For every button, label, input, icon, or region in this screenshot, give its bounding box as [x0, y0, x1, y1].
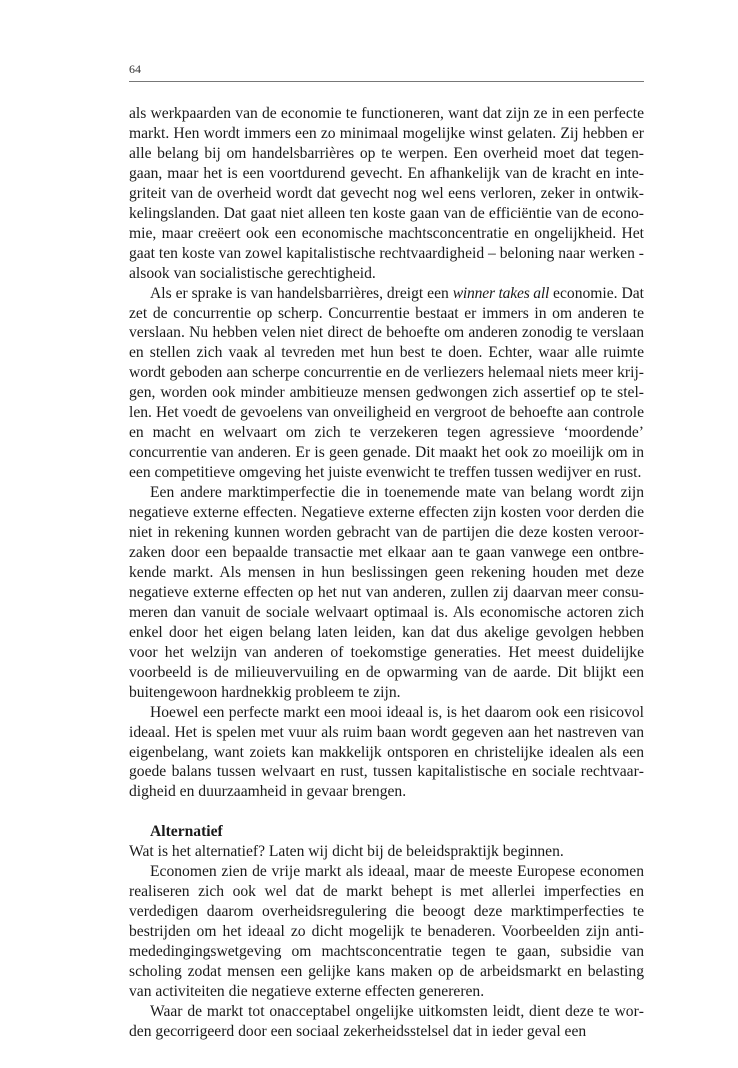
paragraph	[129, 1002, 644, 1042]
text-run: Als er sprake is van handelsbarrières, dreigt een	[150, 284, 453, 302]
paragraph	[129, 703, 644, 803]
header-rule	[129, 81, 644, 82]
paragraphs-before-heading	[129, 104, 644, 802]
text-run: Een andere marktimperfectie die in toenemende mate van belang wordt zijn negatieve externe effecten. Negatieve externe effecten zijn kosten voor derden die niet in rekening kunnen worden gebracht van de partijen die deze kosten veroorzaken door een bepaalde transactie met elkaar aan te gaan vanwege een ontbrekende markt. Als mensen in hun beslissingen geen rekening houden met deze negatieve externe effecten op het nut van anderen, zullen zij daarvan meer consumeren dan vanuit de sociale welvaart optimaal is. Als economische actoren zich enkel door het eigen belang laten leiden, kan dat dus akelige gevolgen hebben voor het welzijn van anderen of toekomstige generaties. Het meest duidelijke voorbeeld is de milieuvervuiling en de opwarming van de aarde. Dit blijkt een buitengewoon hardnekkig probleem te zijn.	[129, 484, 644, 701]
text-run: Hoewel een perfecte markt een mooi ideaal is, is het daarom ook een risicovol ideaal. Het is spelen met vuur als ruim baan wordt gegeven aan het nastreven van eigenbelang, want zoiets kan makkelijk ontsporen en christelijke idealen als een goede balans tussen welvaart en rust, tussen kapitalistische en sociale rechtvaardigheid en duurzaamheid in gevaar brengen.	[129, 703, 644, 801]
paragraph	[129, 104, 644, 284]
paragraphs-after-heading	[129, 842, 644, 1042]
page-number: 64	[129, 62, 141, 76]
text-run: Wat is het alternatief? Laten wij dicht bij de beleidspraktijk beginnen.	[129, 843, 564, 861]
text-run: Waar de markt tot onacceptabel ongelijke uitkomsten leidt, dient deze te worden gecorrigeerd door een sociaal zekerheidsstelsel dat in ieder geval een	[129, 1002, 644, 1040]
text-run: Economen zien de vrije markt als ideaal, maar de meeste Europese economen realiseren zich ook wel dat de markt behept is met allerlei imperfecties en verdedigen daarom overheidsregulering die beoogt deze marktimperfecties te bestrijden om het ideaal zo dicht mogelijk te benaderen. Voorbeelden zijn anti-mededingingswetgeving om machtsconcentratie tegen te gaan, subsidie van scholing zodat mensen een gelijke kans maken op de arbeidsmarkt en belasting van activiteiten die negatieve externe effecten genereren.	[129, 863, 644, 1000]
paragraph	[129, 483, 644, 702]
body-text	[129, 104, 644, 1042]
paragraph	[129, 842, 644, 862]
italic-phrase: winner takes all	[452, 284, 550, 302]
paragraph	[129, 284, 644, 484]
paragraph	[129, 862, 644, 1002]
section-heading: Alternatief	[150, 823, 223, 841]
text-run: economie. Dat zet de concurrentie op scherp. Concurrentie bestaat er immers in om anderen te verslaan. Nu hebben velen niet direct de behoefte om anderen zonodig te verslaan en stellen zich vaak al tevreden met hun best te doen. Echter, waar alle ruimte wordt geboden aan scherpe concurrentie en de verliezers helemaal niets meer krijgen, worden ook minder ambitieuze mensen gedwongen zich assertief op te stellen. Het voedt de gevoelens van onveiligheid en vergroot de behoefte aan controle en macht en welvaart om zich te verzekeren tegen agressieve ‘moordende’ concurrentie van anderen. Er is geen genade. Dit maakt het ook zo moeilijk om in een competitieve omgeving het juiste evenwicht te treffen tussen wedijver en rust.	[129, 284, 644, 482]
text-run: als werkpaarden van de economie te functioneren, want dat zijn ze in een perfecte markt. Hen wordt immers een zo minimaal mogelijke winst gelaten. Zij hebben er alle belang bij om handelsbarrières op te werpen. Een overheid moet dat tegengaan, maar het is een voortdurend gevecht. En afhankelijk van de kracht en integriteit van de overheid wordt dat gevecht nog wel eens verloren, zeker in ontwikkelingslanden. Dat gaat niet alleen ten koste gaan van de efficiëntie van de economie, maar creëert ook een economische machtsconcentratie en ongelijkheid. Het gaat ten koste van zowel kapitalistische rechtvaardigheid – beloning naar werken - alsook van socialistische gerechtigheid.	[129, 105, 644, 282]
